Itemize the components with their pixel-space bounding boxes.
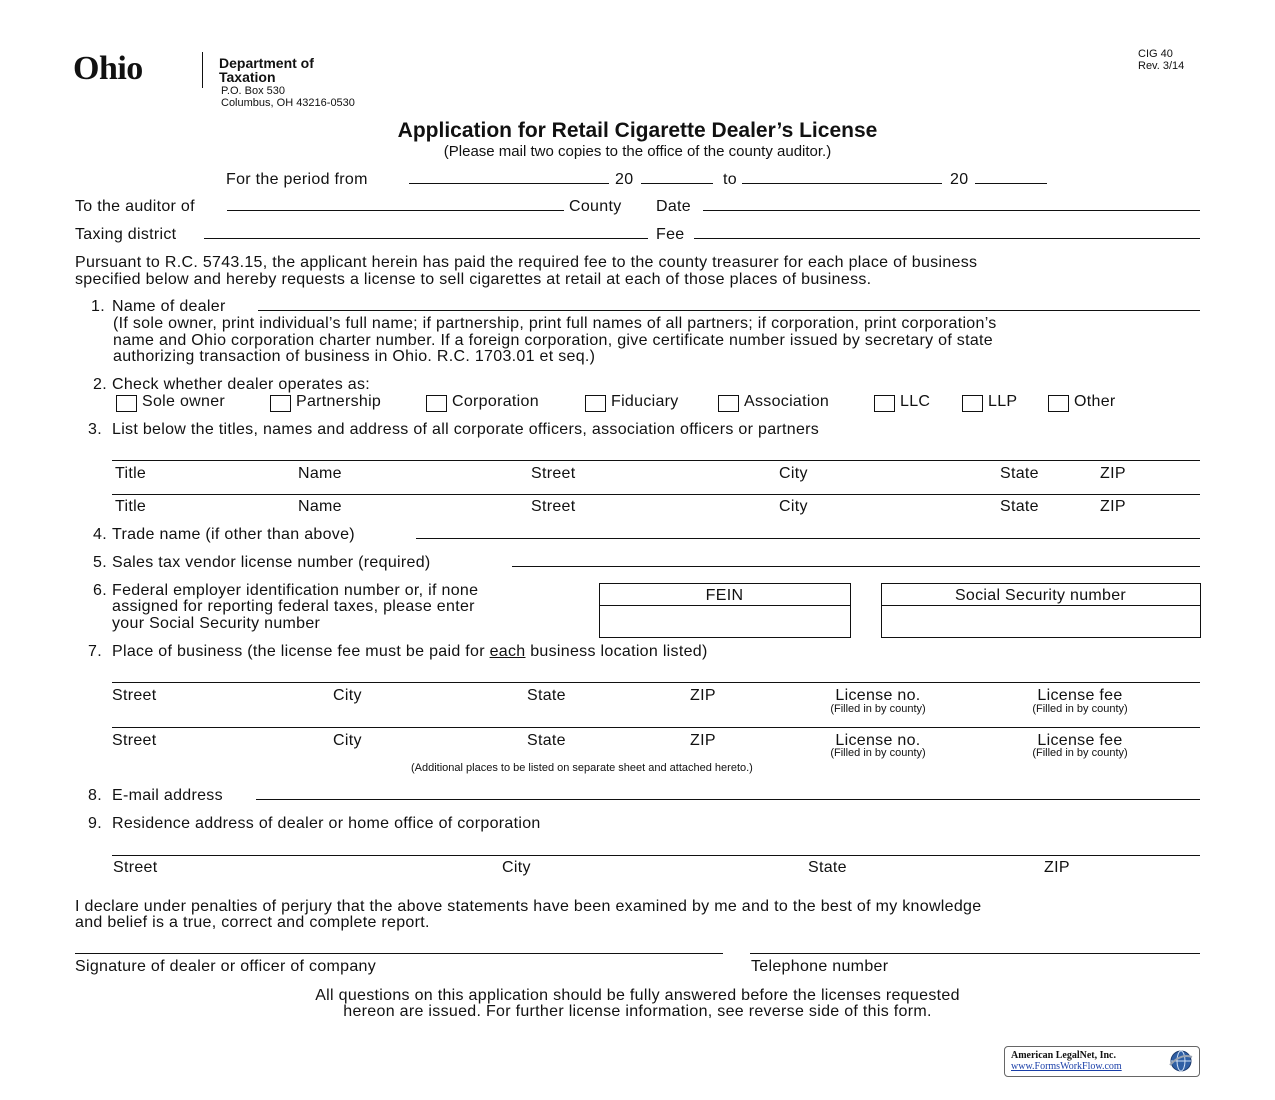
- business-row1-line[interactable]: [112, 682, 1200, 683]
- officer-row2-city: City: [779, 498, 808, 515]
- business-row1-license-fee: License fee: [1037, 687, 1123, 704]
- q4-number: 4.: [93, 526, 107, 543]
- option-sole-owner-label: Sole owner: [142, 393, 226, 410]
- legalnet-badge[interactable]: [1004, 1046, 1200, 1077]
- business-row2-license-fee-note: (Filled in by county): [1032, 747, 1128, 759]
- q5-number: 5.: [93, 554, 107, 571]
- department-name-line2: Taxation: [219, 69, 276, 85]
- q1-label: Name of dealer: [112, 298, 226, 315]
- fee-label: Fee: [656, 226, 685, 243]
- department-address-line1: P.O. Box 530: [221, 85, 286, 97]
- q8-number: 8.: [88, 787, 102, 804]
- taxing-district-field[interactable]: [204, 238, 648, 239]
- option-corporation-label: Corporation: [452, 393, 539, 410]
- period-year1-prefix: 20: [615, 171, 634, 188]
- officer-row2-title: Title: [115, 498, 147, 515]
- footer-line2: hereon are issued. For further license information, see reverse side of this form.: [343, 1003, 932, 1020]
- taxing-district-label: Taxing district: [75, 226, 177, 243]
- footer-line1: All questions on this application should be fully answered before the licenses requested: [315, 987, 960, 1004]
- q8-label: E-mail address: [112, 787, 223, 804]
- declaration-line2: and belief is a true, correct and complete report.: [75, 914, 430, 931]
- q6-number: 6.: [93, 582, 107, 599]
- business-row2-license-no-note: (Filled in by county): [830, 747, 926, 759]
- option-fiduciary-label: Fiduciary: [611, 393, 679, 410]
- fein-input[interactable]: [601, 607, 848, 636]
- q7-number: 7.: [88, 643, 102, 660]
- q5-label: Sales tax vendor license number (required): [112, 554, 431, 571]
- officer-row1-city: City: [779, 465, 808, 482]
- period-label: For the period from: [226, 171, 368, 188]
- business-row2-zip: ZIP: [690, 732, 716, 749]
- q3-label: List below the titles, names and address of all corporate officers, association officers or partners: [112, 421, 820, 438]
- q1-note-line2: name and Ohio corporation charter number. If a foreign corporation, give certificate number issued by secretary of state: [113, 332, 993, 349]
- business-row2-line[interactable]: [112, 727, 1200, 728]
- declaration-line1: I declare under penalties of perjury that the above statements have been examined by me and to the best of my knowledge: [75, 898, 982, 915]
- officer-row1-title: Title: [115, 465, 147, 482]
- checkbox-fiduciary[interactable]: [585, 395, 606, 412]
- period-to-field[interactable]: [742, 183, 942, 184]
- option-llp-label: LLP: [988, 393, 1018, 410]
- q1-note-line1: (If sole owner, print individual’s full name; if partnership, print full names of all partners; if corporation, print corporation’s: [113, 315, 997, 332]
- telephone-label: Telephone number: [751, 958, 889, 975]
- intro-line1: Pursuant to R.C. 5743.15, the applicant herein has paid the required fee to the county treasurer for each place of business: [75, 254, 978, 271]
- officer-row2-line[interactable]: [112, 494, 1200, 495]
- period-year2-field[interactable]: [975, 183, 1047, 184]
- q7-label-emphasis: each: [489, 643, 526, 660]
- q6-text-line2: assigned for reporting federal taxes, please enter: [112, 598, 475, 615]
- checkbox-llc[interactable]: [874, 395, 895, 412]
- ssn-input[interactable]: [883, 607, 1198, 636]
- checkbox-sole-owner[interactable]: [116, 395, 137, 412]
- q6-text-line3: your Social Security number: [112, 615, 321, 632]
- q7-label-post: business location listed): [525, 643, 708, 660]
- auditor-field[interactable]: [227, 210, 564, 211]
- business-row1-city: City: [333, 687, 362, 704]
- legalnet-badge-name: American LegalNet, Inc.: [1011, 1050, 1116, 1061]
- checkbox-association[interactable]: [718, 395, 739, 412]
- officer-row1-line[interactable]: [112, 460, 1200, 461]
- officer-row1-state: State: [1000, 465, 1039, 482]
- business-row2-city: City: [333, 732, 362, 749]
- form-code: CIG 40: [1138, 48, 1173, 60]
- period-year1-field[interactable]: [641, 183, 713, 184]
- period-to-label: to: [723, 171, 737, 188]
- email-field[interactable]: [256, 799, 1200, 800]
- date-field[interactable]: [703, 210, 1200, 211]
- fein-box-divider: [600, 605, 850, 606]
- intro-line2: specified below and hereby requests a license to sell cigarettes at retail at each of those places of business.: [75, 271, 872, 288]
- page-subtitle: (Please mail two copies to the office of the county auditor.): [443, 143, 832, 160]
- fein-label: FEIN: [705, 587, 744, 604]
- date-label: Date: [656, 198, 691, 215]
- checkbox-llp[interactable]: [962, 395, 983, 412]
- business-row1-state: State: [527, 687, 566, 704]
- business-row2-state: State: [527, 732, 566, 749]
- q1-note-line3: authorizing transaction of business in Ohio. R.C. 1703.01 et seq.): [113, 348, 596, 365]
- trade-name-field[interactable]: [416, 538, 1200, 539]
- q7-label-pre: Place of business (the license fee must be paid for: [112, 643, 490, 660]
- option-association-label: Association: [744, 393, 830, 410]
- ohio-logo: Ohio: [73, 50, 143, 87]
- option-llc-label: LLC: [900, 393, 931, 410]
- residence-state: State: [808, 859, 847, 876]
- page-title: Application for Retail Cigarette Dealer’s License: [397, 119, 878, 142]
- residence-address-line[interactable]: [112, 855, 1200, 856]
- officer-row2-zip: ZIP: [1100, 498, 1126, 515]
- vendor-license-field[interactable]: [512, 566, 1200, 567]
- q1-number: 1.: [91, 298, 105, 315]
- q2-label: Check whether dealer operates as:: [112, 376, 371, 393]
- form-revision: Rev. 3/14: [1138, 60, 1185, 72]
- signature-label: Signature of dealer or officer of company: [75, 958, 377, 975]
- q9-number: 9.: [88, 815, 102, 832]
- business-row1-zip: ZIP: [690, 687, 716, 704]
- checkbox-other[interactable]: [1048, 395, 1069, 412]
- business-row1-license-no-note: (Filled in by county): [830, 703, 926, 715]
- ssn-box-divider: [882, 605, 1200, 606]
- ssn-label: Social Security number: [954, 587, 1127, 604]
- officer-row2-street: Street: [531, 498, 576, 515]
- q7-label: [112, 643, 708, 661]
- business-row2-street: Street: [112, 732, 157, 749]
- logo-divider: [202, 52, 203, 88]
- q4-label: Trade name (if other than above): [112, 526, 355, 543]
- county-label: County: [569, 198, 622, 215]
- business-row1-street: Street: [112, 687, 157, 704]
- legalnet-badge-url[interactable]: www.FormsWorkFlow.com: [1011, 1061, 1122, 1072]
- officer-row1-zip: ZIP: [1100, 465, 1126, 482]
- period-from-field[interactable]: [409, 183, 609, 184]
- q9-label: Residence address of dealer or home office of corporation: [112, 815, 541, 832]
- q2-number: 2.: [93, 376, 107, 393]
- officer-row1-name: Name: [298, 465, 342, 482]
- business-row2-license-fee: License fee: [1037, 732, 1123, 749]
- checkbox-partnership[interactable]: [270, 395, 291, 412]
- residence-city: City: [502, 859, 531, 876]
- q6-text-line1: Federal employer identification number or, if none: [112, 582, 479, 599]
- residence-street: Street: [113, 859, 158, 876]
- signature-field[interactable]: [75, 953, 723, 954]
- q3-number: 3.: [88, 421, 102, 438]
- auditor-label: To the auditor of: [75, 198, 195, 215]
- department-address-line2: Columbus, OH 43216-0530: [221, 97, 355, 109]
- residence-zip: ZIP: [1044, 859, 1070, 876]
- fee-field[interactable]: [694, 238, 1200, 239]
- globe-icon: [1168, 1049, 1194, 1073]
- checkbox-corporation[interactable]: [426, 395, 447, 412]
- business-row1-license-no: License no.: [835, 687, 921, 704]
- additional-places-note: (Additional places to be listed on separate sheet and attached hereto.): [411, 762, 753, 774]
- officer-row1-street: Street: [531, 465, 576, 482]
- business-row2-license-no: License no.: [835, 732, 921, 749]
- officer-row2-name: Name: [298, 498, 342, 515]
- officer-row2-state: State: [1000, 498, 1039, 515]
- telephone-field[interactable]: [750, 953, 1200, 954]
- period-year2-prefix: 20: [950, 171, 969, 188]
- dealer-name-field[interactable]: [258, 310, 1200, 311]
- business-row1-license-fee-note: (Filled in by county): [1032, 703, 1128, 715]
- option-other-label: Other: [1074, 393, 1116, 410]
- department-name-line1: Department of: [219, 55, 314, 71]
- option-partnership-label: Partnership: [296, 393, 382, 410]
